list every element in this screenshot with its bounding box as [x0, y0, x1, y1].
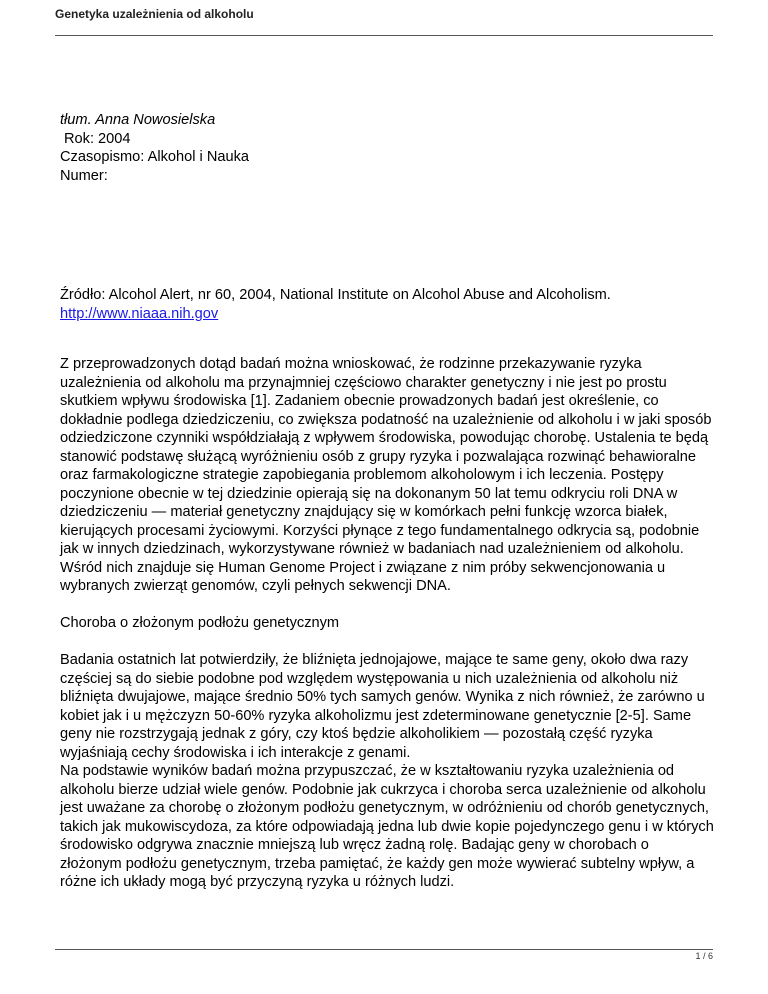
- article-body: [60, 355, 714, 892]
- number-line: Numer:: [60, 167, 108, 184]
- year-line: Rok: 2004: [64, 130, 131, 147]
- footer-divider: [55, 949, 713, 950]
- body-paragraph: Na podstawie wyników badań można przypuszczać, że w kształtowaniu ryzyka uzależnienia od alkoholu bierze udział wiele genów. Podobnie jak cukrzyca i choroba serca uzależnienie od alkoholu jest uważane za chorobę o złożonym podłożu genetycznym, w odróżnieniu od chorób genetycznych, takich jak mukowiscydoza, za które odpowiadają jedna lub dwie kopie pojedynczego genu i w których środowisko odgrywa znacznie mniejszą lub wręcz żadną rolę. Badając geny w chorobach o złożonym podłożu genetycznym, trzeba pamiętać, że każdy gen może wywierać subtelny wpływ, a różne ich układy mogą być przyczyną ryzyka u różnych ludzi.: [60, 763, 714, 890]
- page-number: 1 / 6: [695, 951, 713, 961]
- body-paragraph: Badania ostatnich lat potwierdziły, że bliźnięta jednojajowe, mające te same geny, około dwa razy częściej są do siebie podobne pod względem występowania u nich uzależnienia od alkoholu niż bliźnięta dwujajowe, mające średnio 50% tych samych genów. Wynika z nich również, że zarówno u kobiet jak i u mężczyzn 50-60% ryzyka alkoholizmu jest zdeterminowane genetycznie [2-5]. Same geny nie rozstrzygają jednak z góry, czy ktoś będzie alkoholikiem — pozostałą część ryzyka wyjaśniają cechy środowiska i ich interakcje z genami.: [60, 652, 705, 761]
- source-block: [60, 286, 611, 323]
- translator-line: tłum. Anna Nowosielska: [60, 112, 216, 128]
- source-link[interactable]: http://www.niaaa.nih.gov: [60, 305, 219, 322]
- section-heading: Choroba o złożonym podłożu genetycznym: [60, 615, 340, 631]
- source-text: Źródło: Alcohol Alert, nr 60, 2004, National Institute on Alcohol Abuse and Alcoholism.: [60, 287, 611, 303]
- page-header-title: Genetyka uzależnienia od alkoholu: [55, 7, 254, 21]
- article-metadata: [60, 111, 249, 185]
- body-paragraph: Z przeprowadzonych dotąd badań można wnioskować, że rodzinne przekazywanie ryzyka uzależnienia od alkoholu ma przynajmniej częściowo charakter genetyczny i nie jest po prostu skutkiem wpływu środowiska [1]. Zadaniem obecnie prowadzonych badań jest określenie, co dokładnie podlega dziedziczeniu, co zwiększa podatność na uzależnienie od alkoholu i w jaki sposób odziedziczone czynniki współdziałają z wpływem środowiska, powodując chorobę. Ustalenia te będą stanowić podstawę służącą wyróżnieniu osób z grupy ryzyka i pozwalająca rozwinąć behawioralne oraz farmakologiczne strategie zapobiegania problemom alkoholowym i ich leczenia. Postępy poczynione obecnie w tej dziedzinie opierają się na dokonanym 50 lat temu odkryciu roli DNA w dziedziczeniu — materiał genetyczny znajdujący się w komórkach pełni funkcję wzorca białek, kierujących procesami życiowymi. Korzyści płynące z tego fundamentalnego odkrycia są, podobnie jak w innych dziedzinach, wykorzystywane również w badaniach nad uzależnieniem od alkoholu. Wśród nich znajduje się Human Genome Project i związane z nim próby sekwencjonowania u wybranych zwierząt genomów, czyli pełnych sekwencji DNA.: [60, 356, 712, 594]
- journal-line: Czasopismo: Alkohol i Nauka: [60, 149, 249, 165]
- header-divider: [55, 35, 713, 36]
